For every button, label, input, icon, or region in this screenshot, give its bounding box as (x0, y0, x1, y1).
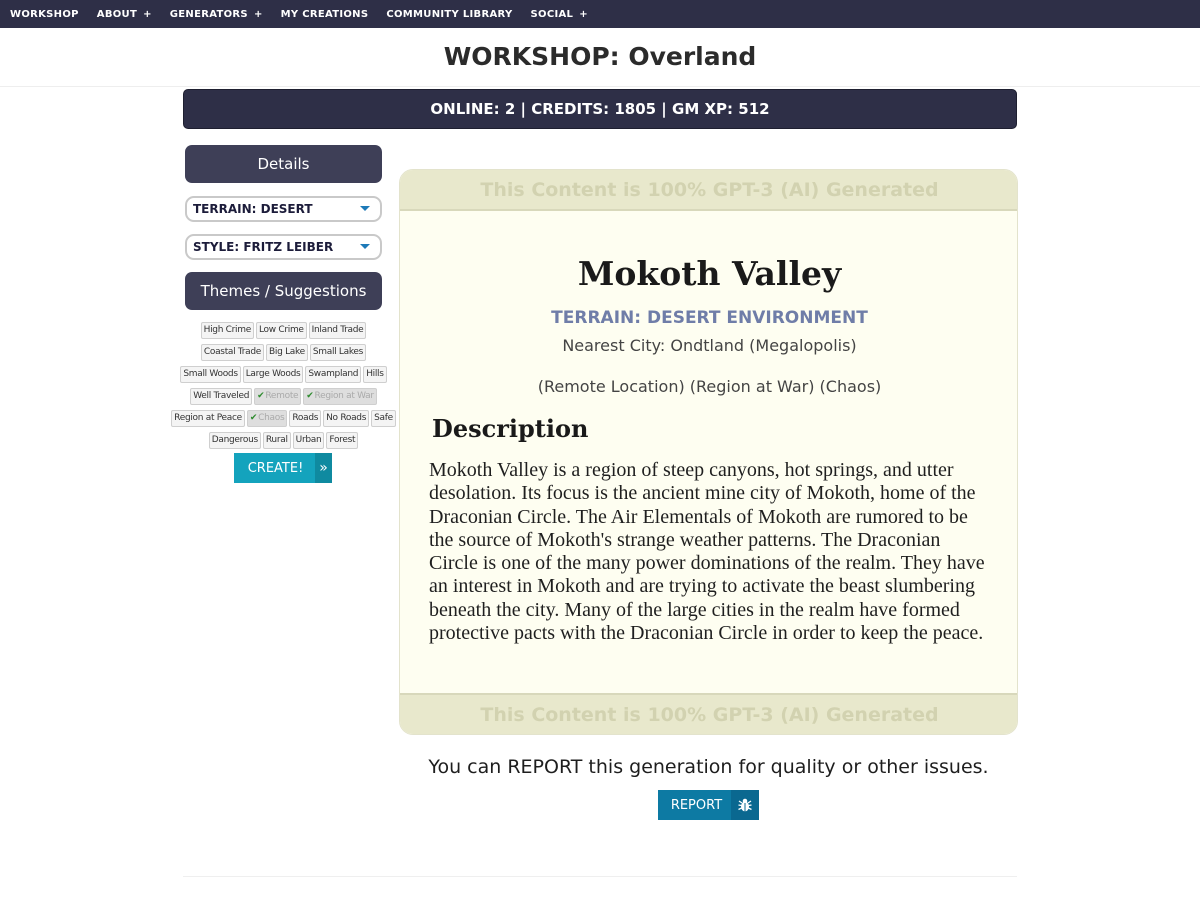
nav-item-about[interactable] (97, 9, 152, 20)
generated-content-card (399, 169, 1018, 735)
caret-down-icon (360, 206, 370, 211)
tag-row (185, 432, 382, 449)
theme-tag-label: Urban (295, 435, 322, 445)
theme-tag-label: Forest (329, 435, 356, 445)
theme-tag-label: Region at War (314, 391, 374, 401)
details-header: Details (185, 145, 382, 183)
theme-tag-label: Safe (374, 413, 393, 423)
theme-tag-label: Big Lake (269, 347, 305, 357)
terrain-select[interactable] (185, 196, 382, 222)
theme-tag[interactable] (326, 432, 358, 449)
tag-row (185, 322, 382, 339)
location-title: Mokoth Valley (577, 254, 842, 293)
nav-item-community-library[interactable] (386, 9, 512, 20)
report-button[interactable] (658, 790, 759, 820)
nav-item-label: ABOUT (96, 8, 138, 20)
nav-item-workshop[interactable] (10, 9, 79, 20)
bug-icon (731, 790, 759, 820)
nav-item-label: GENERATORS (169, 8, 248, 20)
report-button-label: REPORT (670, 797, 723, 813)
caret-down-icon (360, 244, 370, 249)
theme-tag[interactable] (293, 432, 325, 449)
checkmark-icon: ✔ (249, 413, 258, 423)
double-chevron-right-icon: » (315, 453, 332, 483)
theme-tag[interactable] (305, 366, 361, 383)
description-heading: Description (432, 414, 589, 443)
theme-tag-label: Swampland (308, 369, 359, 379)
ai-generated-banner-top: This Content is 100% GPT-3 (AI) Generated (400, 170, 1018, 211)
nav-item-my-creations[interactable] (281, 9, 369, 20)
report-prompt: You can REPORT this generation for quality or other issues. (428, 756, 989, 778)
theme-tag[interactable] (263, 432, 291, 449)
theme-tag-label: No Roads (326, 413, 367, 423)
ai-generated-banner-bottom: This Content is 100% GPT-3 (AI) Generated (400, 693, 1018, 734)
top-nav (0, 0, 1200, 28)
theme-tag-label: Rural (265, 435, 288, 445)
nav-item-social[interactable] (531, 9, 588, 20)
theme-tag[interactable] (371, 410, 396, 427)
theme-tag[interactable] (201, 344, 264, 361)
theme-tag[interactable] (209, 432, 261, 449)
theme-tag-label: Low Crime (258, 325, 304, 335)
nearest-city: Nearest City: Ondtland (Megalopolis) (562, 336, 857, 355)
nav-item-label: COMMUNITY LIBRARY (386, 8, 513, 20)
status-bar: ONLINE: 2 | CREDITS: 1805 | GM XP: 512 (183, 89, 1017, 129)
style-select[interactable] (185, 234, 382, 260)
theme-tag[interactable] (201, 322, 254, 339)
theme-tag[interactable] (254, 388, 301, 405)
theme-tag-label: Coastal Trade (203, 347, 262, 357)
divider (183, 876, 1017, 877)
tag-row (185, 344, 382, 361)
theme-tag[interactable] (190, 388, 252, 405)
nav-item-generators[interactable] (170, 9, 263, 20)
plus-icon: + (253, 8, 263, 20)
tag-row (174, 410, 393, 427)
theme-tag-label: High Crime (203, 325, 251, 335)
theme-tag-label: Remote (265, 391, 299, 401)
terrain-select-value: TERRAIN: DESERT (193, 202, 313, 216)
divider (0, 86, 1200, 87)
plus-icon: + (143, 8, 152, 20)
theme-tag[interactable] (266, 344, 308, 361)
themes-header: Themes / Suggestions (185, 272, 382, 310)
theme-tag[interactable] (323, 410, 369, 427)
terrain-line: TERRAIN: DESERT ENVIRONMENT (551, 308, 868, 328)
checkmark-icon: ✔ (306, 391, 314, 401)
tag-row (185, 366, 382, 383)
theme-tag[interactable] (309, 322, 367, 339)
description-text: Mokoth Valley is a region of steep canyons, hot springs, and utter desolation. Its focus is the ancient mine city of Mokoth, home of the Draconian Circle. The Air Elementals of Mokoth are rumored to be the source of Mokoth's strange weather patterns. The Draconian Circle is one of the many power dominations of the realm. They have an interest in Mokoth and are trying to activate the beast slumbering beneath the city. Many of the large cities in the realm have formed protective pacts with the Draconian Circle in order to keep the peace. (429, 459, 985, 645)
theme-tag[interactable] (289, 410, 321, 427)
theme-tags (174, 322, 393, 454)
theme-tag-label: Dangerous (211, 435, 258, 445)
theme-tag[interactable] (256, 322, 307, 339)
nav-item-label: MY CREATIONS (280, 8, 369, 20)
theme-tag-label: Hills (366, 369, 384, 379)
theme-tag-label: Large Woods (245, 369, 301, 379)
theme-tag[interactable] (310, 344, 366, 361)
plus-icon: + (579, 8, 588, 20)
theme-tag-label: Inland Trade (311, 325, 364, 335)
theme-tag-label: Small Lakes (312, 347, 364, 357)
checkmark-icon: ✔ (257, 391, 265, 401)
theme-tag[interactable] (243, 366, 304, 383)
theme-tag-label: Chaos (258, 413, 285, 423)
theme-tag[interactable] (180, 366, 240, 383)
selected-tags-line: (Remote Location) (Region at War) (Chaos) (537, 377, 882, 396)
style-select-value: STYLE: FRITZ LEIBER (193, 240, 334, 254)
theme-tag-label: Small Woods (183, 369, 238, 379)
tag-row (185, 388, 382, 405)
theme-tag[interactable] (303, 388, 376, 405)
theme-tag[interactable] (171, 410, 245, 427)
create-button-label: CREATE! (247, 460, 304, 476)
theme-tag[interactable] (247, 410, 287, 427)
theme-tag-label: Well Traveled (193, 391, 250, 401)
page-title: WORKSHOP: Overland (443, 42, 757, 71)
nav-item-label: SOCIAL (530, 8, 574, 20)
theme-tag[interactable] (363, 366, 386, 383)
create-button[interactable] (234, 453, 332, 483)
theme-tag-label: Roads (292, 413, 319, 423)
theme-tag-label: Region at Peace (174, 413, 242, 423)
nav-item-label: WORKSHOP (10, 8, 79, 20)
